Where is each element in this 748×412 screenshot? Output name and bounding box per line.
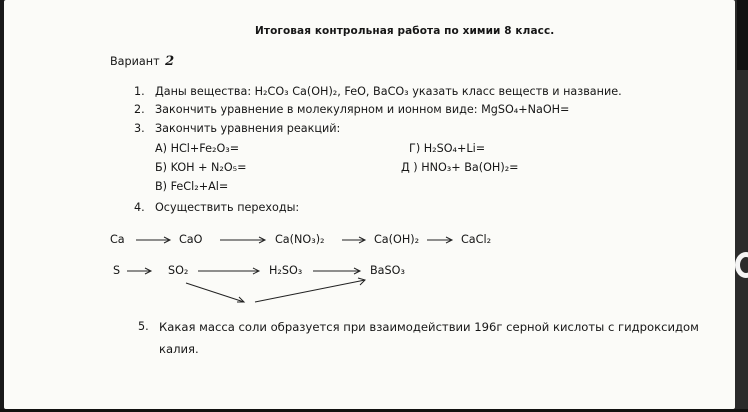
chain2-item: SO₂ [168, 264, 189, 277]
variant-mark: 2 [165, 54, 175, 69]
variant-label: Вариант 2 [110, 54, 175, 69]
arrow-icon [255, 278, 365, 302]
chain1-item: CaCl₂ [461, 233, 492, 246]
chain1-item: Ca(OH)₂ [374, 233, 420, 246]
task-1-formulas: H₂CO₃ Ca(OH)₂, FeO, BaCO₃ [254, 85, 409, 98]
arrow-icon [342, 237, 365, 243]
arrow-icon [127, 268, 151, 274]
task-4-number: 4. [134, 201, 145, 214]
page-title: Итоговая контрольная работа по химии 8 класс. [255, 25, 555, 37]
task-2-text: Закончить уравнение в молекулярном и ионном виде: MgSO₄+NaOH= [155, 103, 570, 116]
chain2-item: H₂SO₃ [269, 264, 303, 277]
arrow-icon [220, 237, 265, 243]
arrow-icon [136, 237, 170, 243]
task-5-line2: калия. [159, 342, 199, 356]
chain1-item: Ca(NO₃)₂ [275, 233, 325, 246]
arrow-icon [198, 268, 259, 274]
arrow-icon [427, 237, 452, 243]
task-3-g: Г) H₂SO₄+Li= [409, 142, 486, 155]
task-1-text: Даны вещества: H₂CO₃ Ca(OH)₂, FeO, BaCO₃ указать класс веществ и название. [155, 85, 622, 98]
chain2-item: BaSO₃ [370, 264, 405, 277]
task-3-text: Закончить уравнения реакций: [155, 122, 341, 135]
task-5-number: 5. [138, 320, 149, 333]
task-3-d: Д ) HNO₃+ Ba(OH)₂= [401, 161, 519, 174]
chain1-item: CaO [179, 233, 203, 246]
chain2-item: S [113, 264, 121, 277]
task-1-number: 1. [134, 85, 145, 98]
binder-clip [737, 0, 748, 70]
arrow-icon [186, 283, 244, 302]
task-3-a: А) HCl+Fe₂O₃= [155, 142, 240, 155]
task-2-number: 2. [134, 103, 145, 116]
arrow-icon [313, 268, 360, 274]
chain1-item: Ca [110, 233, 125, 246]
task-3-b: Б) KOH + N₂O₅= [155, 161, 247, 174]
task-3-number: 3. [134, 122, 145, 135]
task-5-line1: Какая масса соли образуется при взаимодействии 196г серной кислоты с гидроксидом [159, 320, 699, 334]
task-3-v: В) FeCl₂+Al= [155, 180, 229, 193]
task-4-text: Осуществить переходы: [155, 201, 300, 214]
